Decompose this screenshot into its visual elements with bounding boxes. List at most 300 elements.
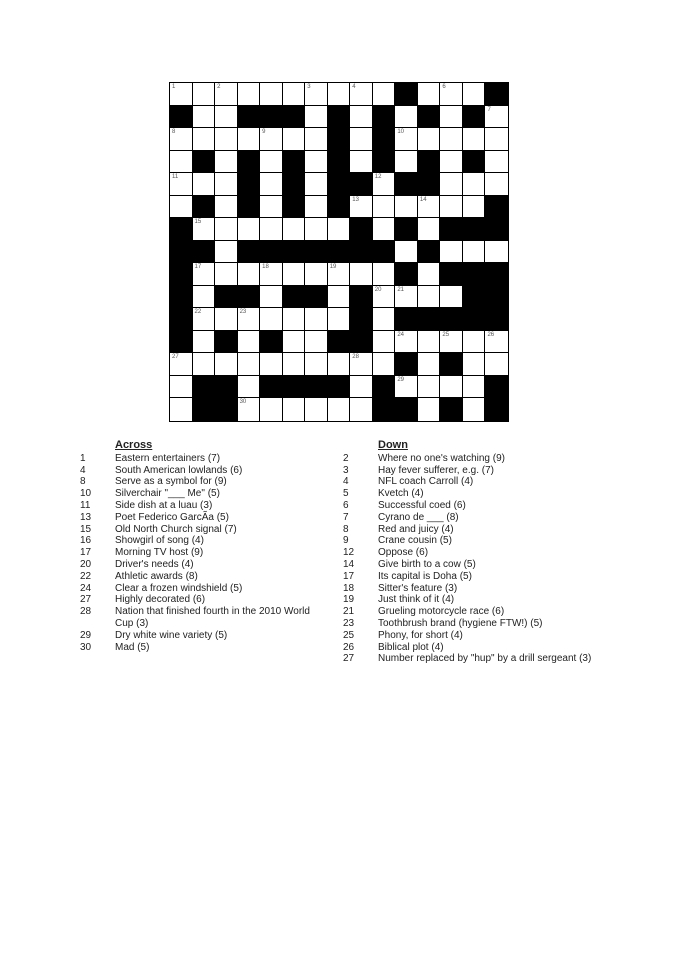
grid-cell-black [485, 218, 508, 241]
grid-cell[interactable] [260, 398, 283, 421]
grid-cell-number: 12 [374, 174, 382, 181]
grid-cell-black [440, 308, 463, 331]
grid-cell[interactable] [170, 376, 193, 399]
grid-cell-black [170, 218, 193, 241]
grid-cell-black [283, 151, 306, 174]
grid-cell-black [238, 151, 261, 174]
across-clue [80, 582, 330, 595]
grid-cell-number: 17 [194, 264, 202, 271]
grid-cell[interactable] [215, 241, 238, 264]
across-clue-list [80, 452, 330, 654]
grid-cell-black [395, 263, 418, 286]
grid-cell-black [328, 331, 351, 354]
clue-number: 7 [343, 511, 349, 523]
grid-cell[interactable] [463, 241, 486, 264]
grid-cell-black [485, 83, 508, 106]
grid-cell[interactable] [170, 173, 193, 196]
grid-cell-black [463, 151, 486, 174]
grid-cell-number: 7 [487, 106, 491, 113]
grid-cell-black [418, 173, 441, 196]
across-clue [80, 606, 330, 630]
grid-cell[interactable] [350, 376, 373, 399]
down-clue [343, 464, 658, 477]
clue-text: Athletic awards (8) [115, 570, 198, 582]
grid-cell[interactable] [350, 398, 373, 421]
grid-cell[interactable] [283, 331, 306, 354]
down-clue [343, 617, 658, 630]
clue-text: Its capital is Doha (5) [378, 570, 472, 582]
grid-cell-black [395, 83, 418, 106]
grid-cell-black [328, 173, 351, 196]
clue-number: 4 [80, 464, 86, 476]
grid-cell-black [395, 173, 418, 196]
grid-cell[interactable] [373, 173, 396, 196]
grid-cell[interactable] [328, 218, 351, 241]
across-clue [80, 570, 330, 583]
grid-cell-black [350, 308, 373, 331]
grid-cell[interactable] [463, 83, 486, 106]
grid-cell-black [283, 106, 306, 129]
grid-cell[interactable] [215, 353, 238, 376]
clue-text: Biblical plot (4) [378, 641, 444, 653]
across-clue [80, 464, 330, 477]
clue-text: Kvetch (4) [378, 488, 424, 500]
down-clue [343, 535, 658, 547]
grid-cell[interactable] [440, 286, 463, 309]
across-clue [80, 547, 330, 559]
grid-cell[interactable] [418, 196, 441, 219]
grid-cell-black [193, 151, 216, 174]
clue-text: Driver's needs (4) [115, 558, 194, 570]
grid-cell[interactable] [238, 331, 261, 354]
down-clue [343, 511, 658, 524]
grid-cell-black [418, 308, 441, 331]
grid-cell-black [328, 128, 351, 151]
grid-cell[interactable] [260, 308, 283, 331]
grid-cell-black [485, 196, 508, 219]
grid-cell[interactable] [440, 106, 463, 129]
grid-cell[interactable] [350, 106, 373, 129]
grid-cell-black [350, 173, 373, 196]
across-clue [80, 488, 330, 500]
grid-cell[interactable] [170, 128, 193, 151]
grid-cell[interactable] [350, 83, 373, 106]
down-clue [343, 594, 658, 606]
grid-cell[interactable] [395, 376, 418, 399]
grid-cell[interactable] [463, 353, 486, 376]
clue-number: 21 [343, 606, 355, 618]
grid-cell-black [170, 241, 193, 264]
grid-cell-black [283, 196, 306, 219]
down-clue [343, 653, 658, 665]
grid-cell[interactable] [238, 376, 261, 399]
across-clue [80, 476, 330, 488]
grid-cell-black [440, 353, 463, 376]
grid-cell-number: 28 [352, 354, 359, 361]
grid-cell-black [260, 106, 283, 129]
grid-cell[interactable] [238, 308, 261, 331]
grid-cell[interactable] [463, 196, 486, 219]
clue-number: 17 [80, 547, 92, 559]
grid-cell-number: 9 [262, 129, 266, 136]
grid-cell[interactable] [328, 286, 351, 309]
clue-number: 13 [80, 511, 92, 523]
grid-cell[interactable] [170, 151, 193, 174]
grid-cell[interactable] [485, 128, 508, 151]
grid-cell-number: 24 [397, 331, 405, 338]
grid-cell-number: 15 [194, 219, 202, 226]
grid-cell[interactable] [193, 331, 216, 354]
grid-cell-black [215, 376, 238, 399]
grid-cell[interactable] [305, 151, 328, 174]
clue-text: Successful coed (6) [378, 499, 466, 511]
grid-cell[interactable] [193, 353, 216, 376]
grid-cell[interactable] [440, 83, 463, 106]
across-clue [80, 594, 330, 606]
grid-cell[interactable] [283, 353, 306, 376]
grid-cell-black [305, 376, 328, 399]
grid-cell[interactable] [373, 286, 396, 309]
across-clue [80, 641, 330, 654]
grid-cell[interactable] [350, 263, 373, 286]
grid-cell[interactable] [373, 331, 396, 354]
grid-cell[interactable] [215, 308, 238, 331]
grid-cell[interactable] [260, 173, 283, 196]
clue-text: Crane cousin (5) [378, 535, 452, 547]
down-clue [343, 476, 658, 488]
grid-cell-black [238, 241, 261, 264]
grid-cell-black [395, 398, 418, 421]
grid-cell[interactable] [170, 353, 193, 376]
grid-cell-black [283, 286, 306, 309]
grid-cell[interactable] [193, 173, 216, 196]
clue-text: Showgirl of song (4) [115, 535, 204, 547]
grid-cell[interactable] [328, 353, 351, 376]
grid-cell-black [238, 173, 261, 196]
down-clues [343, 439, 658, 665]
grid-cell-black [170, 286, 193, 309]
clue-number: 6 [343, 499, 349, 511]
grid-cell[interactable] [215, 263, 238, 286]
grid-cell[interactable] [193, 83, 216, 106]
grid-cell[interactable] [418, 331, 441, 354]
grid-cell[interactable] [485, 241, 508, 264]
grid-cell[interactable] [305, 106, 328, 129]
grid-cell[interactable] [463, 128, 486, 151]
grid-cell[interactable] [305, 263, 328, 286]
grid-cell[interactable] [440, 331, 463, 354]
grid-cell-black [463, 106, 486, 129]
grid-cell-number: 6 [442, 84, 446, 90]
grid-cell[interactable] [305, 218, 328, 241]
clue-number: 8 [80, 476, 86, 488]
grid-cell[interactable] [463, 331, 486, 354]
grid-cell-number: 21 [397, 286, 405, 293]
clue-number: 2 [343, 452, 349, 464]
grid-cell-black [283, 241, 306, 264]
down-clue [343, 582, 658, 595]
grid-cell[interactable] [395, 286, 418, 309]
grid-cell-black [395, 218, 418, 241]
grid-cell[interactable] [440, 241, 463, 264]
grid-cell-number: 14 [419, 196, 427, 203]
grid-cell[interactable] [238, 218, 261, 241]
grid-cell[interactable] [373, 263, 396, 286]
grid-cell[interactable] [170, 196, 193, 219]
clue-text: Morning TV host (9) [115, 547, 204, 559]
grid-cell[interactable] [238, 398, 261, 421]
grid-cell-number: 11 [172, 174, 179, 181]
grid-cell-black [193, 196, 216, 219]
grid-cell[interactable] [418, 376, 441, 399]
clue-text: Mad (5) [115, 641, 150, 653]
grid-cell[interactable] [395, 106, 418, 129]
clue-text: Old North Church signal (7) [115, 523, 237, 535]
clue-number: 14 [343, 558, 355, 570]
clue-number: 17 [343, 570, 355, 582]
grid-cell[interactable] [373, 308, 396, 331]
grid-cell[interactable] [260, 151, 283, 174]
down-clue [343, 547, 658, 559]
down-clue [343, 629, 658, 642]
grid-cell[interactable] [328, 308, 351, 331]
grid-cell[interactable] [238, 353, 261, 376]
grid-cell[interactable] [260, 128, 283, 151]
clue-text: Dry white wine variety (5) [115, 629, 228, 641]
grid-cell[interactable] [485, 173, 508, 196]
grid-cell-black [170, 331, 193, 354]
grid-cell[interactable] [193, 128, 216, 151]
grid-cell[interactable] [440, 151, 463, 174]
grid-cell[interactable] [215, 106, 238, 129]
grid-cell-black [328, 196, 351, 219]
grid-cell[interactable] [305, 196, 328, 219]
down-clue [343, 606, 658, 618]
down-heading: Down [378, 439, 408, 451]
across-clue [80, 452, 330, 465]
grid-cell-black [328, 241, 351, 264]
grid-cell[interactable] [463, 376, 486, 399]
grid-cell-black [260, 241, 283, 264]
grid-cell[interactable] [215, 151, 238, 174]
grid-cell[interactable] [395, 128, 418, 151]
grid-cell[interactable] [418, 353, 441, 376]
grid-cell-number: 19 [329, 264, 337, 271]
down-clue [343, 452, 658, 465]
grid-cell[interactable] [260, 353, 283, 376]
grid-cell[interactable] [328, 83, 351, 106]
grid-cell[interactable] [350, 128, 373, 151]
grid-cell[interactable] [260, 83, 283, 106]
grid-cell[interactable] [193, 106, 216, 129]
grid-cell[interactable] [283, 398, 306, 421]
grid-cell[interactable] [260, 218, 283, 241]
grid-cell[interactable] [395, 241, 418, 264]
grid-cell[interactable] [440, 196, 463, 219]
grid-cell-number: 13 [352, 196, 359, 203]
grid-cell[interactable] [350, 151, 373, 174]
grid-cell[interactable] [350, 353, 373, 376]
grid-cell-black [485, 398, 508, 421]
across-clue [80, 523, 330, 536]
grid-cell-number: 1 [172, 84, 176, 90]
grid-cell-number: 10 [397, 129, 405, 136]
across-clue [80, 499, 330, 512]
grid-cell[interactable] [305, 398, 328, 421]
grid-cell-black [238, 286, 261, 309]
clue-text: Where no one's watching (9) [378, 452, 505, 464]
grid-cell[interactable] [215, 218, 238, 241]
grid-cell-black [373, 376, 396, 399]
grid-cell[interactable] [305, 331, 328, 354]
grid-cell[interactable] [193, 218, 216, 241]
across-clue [80, 558, 330, 571]
grid-cell-black [283, 173, 306, 196]
grid-cell[interactable] [418, 218, 441, 241]
grid-cell[interactable] [485, 106, 508, 129]
grid-cell[interactable] [238, 83, 261, 106]
grid-cell[interactable] [283, 83, 306, 106]
down-clue [343, 570, 658, 583]
grid-cell[interactable] [463, 398, 486, 421]
grid-cell[interactable] [395, 331, 418, 354]
grid-cell[interactable] [170, 83, 193, 106]
grid-cell-black [170, 263, 193, 286]
down-clue [343, 641, 658, 654]
grid-cell[interactable] [440, 128, 463, 151]
grid-cell[interactable] [283, 218, 306, 241]
across-clues [80, 439, 330, 653]
grid-cell-black [238, 106, 261, 129]
clue-text: Phony, for short (4) [378, 629, 463, 641]
grid-cell-number: 27 [172, 354, 179, 361]
grid-cell[interactable] [350, 196, 373, 219]
clue-number: 4 [343, 476, 349, 488]
clue-number: 19 [343, 594, 355, 606]
grid-cell-black [260, 331, 283, 354]
grid-cell[interactable] [260, 286, 283, 309]
grid-cell[interactable] [440, 376, 463, 399]
grid-cell[interactable] [305, 308, 328, 331]
clue-text: Number replaced by "hup" by a drill sergeant (3) [378, 653, 592, 665]
grid-cell-number: 22 [194, 309, 202, 316]
across-heading: Across [115, 439, 153, 451]
grid-cell-black [373, 151, 396, 174]
grid-cell[interactable] [485, 331, 508, 354]
crossword-grid [169, 82, 509, 422]
grid-cell[interactable] [215, 196, 238, 219]
grid-cell-black [350, 331, 373, 354]
grid-cell[interactable] [215, 128, 238, 151]
grid-cell[interactable] [328, 398, 351, 421]
grid-cell-number: 20 [374, 286, 382, 293]
grid-cell[interactable] [260, 263, 283, 286]
clue-text: Side dish at a luau (3) [115, 499, 213, 511]
grid-cell[interactable] [193, 263, 216, 286]
grid-cell[interactable] [485, 353, 508, 376]
grid-cell[interactable] [463, 173, 486, 196]
clue-number: 27 [343, 653, 355, 665]
grid-cell[interactable] [373, 353, 396, 376]
grid-cell-black [350, 241, 373, 264]
grid-cell-black [463, 263, 486, 286]
grid-cell[interactable] [373, 218, 396, 241]
clue-text: Red and juicy (4) [378, 523, 454, 535]
clue-text: Nation that finished fourth in the 2010 World Cup (3) [115, 606, 310, 629]
grid-cell-black [260, 376, 283, 399]
grid-cell[interactable] [305, 173, 328, 196]
grid-cell[interactable] [485, 151, 508, 174]
grid-cell[interactable] [373, 83, 396, 106]
grid-cell[interactable] [215, 173, 238, 196]
grid-cell[interactable] [395, 151, 418, 174]
grid-cell-black [418, 151, 441, 174]
clue-text: Highly decorated (6) [115, 594, 206, 606]
grid-cell-black [170, 106, 193, 129]
grid-cell[interactable] [193, 308, 216, 331]
down-clue-list [343, 452, 658, 665]
grid-cell-black [305, 286, 328, 309]
grid-cell-black [193, 376, 216, 399]
grid-cell[interactable] [418, 263, 441, 286]
grid-cell[interactable] [305, 353, 328, 376]
grid-cell[interactable] [305, 83, 328, 106]
grid-cell-black [463, 286, 486, 309]
grid-cell[interactable] [170, 398, 193, 421]
clue-number: 25 [343, 629, 355, 641]
clue-number: 3 [343, 464, 349, 476]
grid-cell[interactable] [193, 286, 216, 309]
grid-cell[interactable] [283, 308, 306, 331]
down-clue [343, 523, 658, 536]
grid-cell[interactable] [260, 196, 283, 219]
grid-cell-black [215, 398, 238, 421]
grid-cell[interactable] [440, 173, 463, 196]
grid-cell-black [463, 218, 486, 241]
grid-cell[interactable] [283, 128, 306, 151]
grid-cell-black [485, 286, 508, 309]
grid-cell-number: 26 [487, 331, 495, 338]
grid-cell[interactable] [418, 83, 441, 106]
clue-text: Just think of it (4) [378, 594, 455, 606]
grid-cell-number: 3 [307, 84, 311, 90]
clue-text: Sitter's feature (3) [378, 582, 458, 594]
clue-number: 8 [343, 523, 349, 535]
clue-number: 20 [80, 558, 92, 570]
grid-cell[interactable] [283, 263, 306, 286]
grid-cell[interactable] [215, 83, 238, 106]
grid-cell[interactable] [328, 263, 351, 286]
grid-cell[interactable] [238, 263, 261, 286]
clue-number: 28 [80, 606, 92, 618]
grid-cell-black [350, 286, 373, 309]
down-clue [343, 488, 658, 500]
grid-cell[interactable] [418, 398, 441, 421]
clue-number: 1 [80, 452, 86, 464]
grid-cell[interactable] [305, 128, 328, 151]
grid-cell[interactable] [373, 196, 396, 219]
grid-cell[interactable] [418, 286, 441, 309]
grid-cell[interactable] [395, 196, 418, 219]
grid-cell[interactable] [418, 128, 441, 151]
across-clue [80, 511, 330, 524]
grid-cell-black [440, 263, 463, 286]
grid-cell-black [418, 106, 441, 129]
clue-text: Eastern entertainers (7) [115, 452, 221, 464]
clue-text: Grueling motorcycle race (6) [378, 606, 505, 618]
clue-text: NFL coach Carroll (4) [378, 476, 474, 488]
grid-cell[interactable] [238, 128, 261, 151]
